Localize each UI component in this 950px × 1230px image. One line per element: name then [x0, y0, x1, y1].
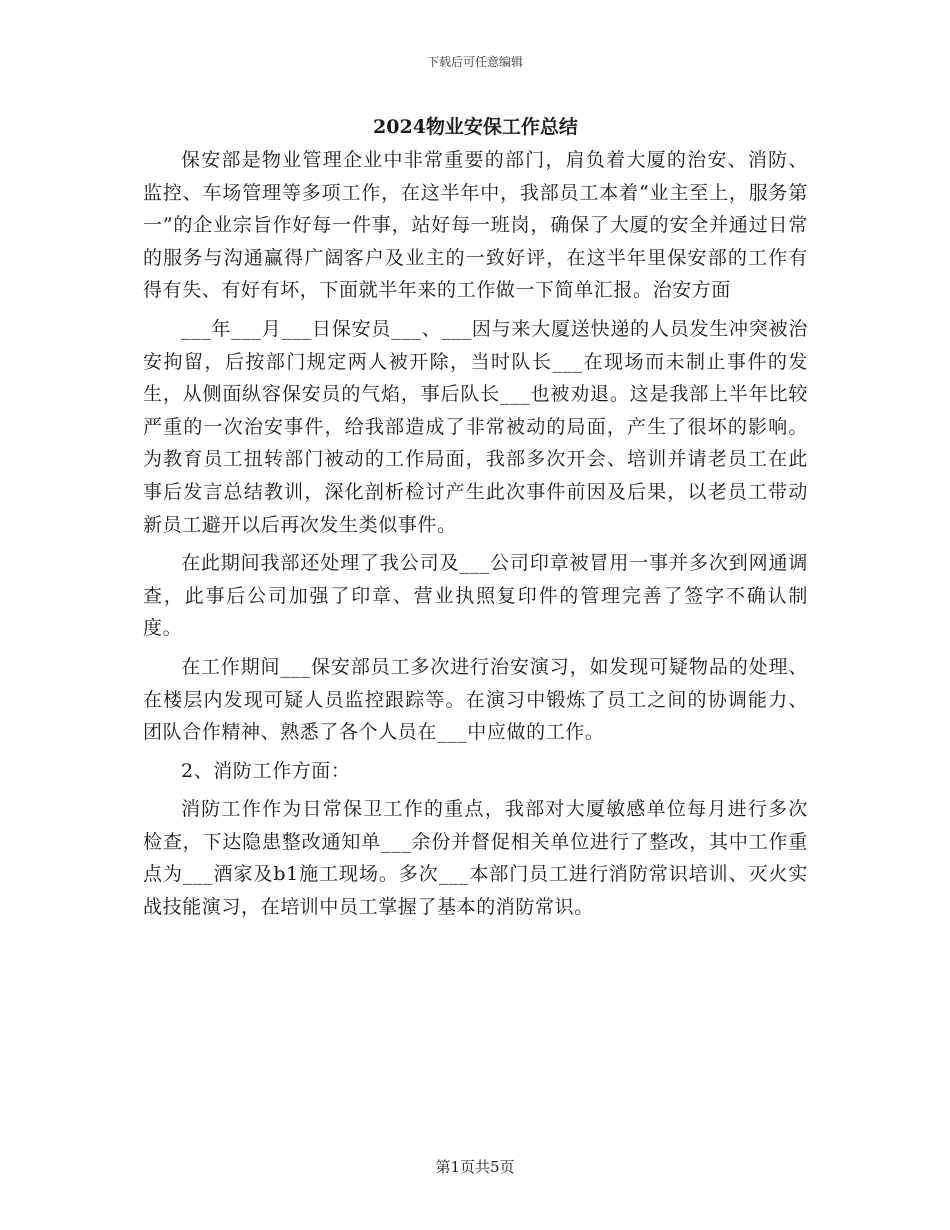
document-title: 2024物业安保工作总结 [373, 116, 578, 138]
section-heading-fire-safety: 2、消防工作方面： [181, 759, 351, 782]
paragraph-fire-safety: 消防工作作为日常保卫工作的重点，我部对大厦敏感单位每月进行多次检查，下达隐患整改通知单___余份并督促相关单位进行了整改，其中工作重点为___酒家及b1施工现场。多次___本部门员工进行消防常识培训、灭火实战技能演习，在培训中员工掌握了基本的消防常识。 [143, 798, 808, 919]
paragraph-seal-misuse: 在此期间我部还处理了我公司及___公司印章被冒用一事并多次到网通调查，此事后公司加强了印章、营业执照复印件的管理完善了签字不确认制度。 [143, 552, 808, 640]
document-body [143, 112, 808, 930]
paragraph-security-incident: ___年___月___日保安员___、___因与来大厦送快递的人员发生冲突被治安拘留，后按部门规定两人被开除，当时队长___在现场而未制止事件的发生，从侧面纵容保安员的气焰，事后队长___也被劝退。这是我部上半年比较严重的一次治安事件，给我部造成了非常被动的局面，产生了很坏的影响。为教育员工扭转部门被动的工作局面，我部多次开会、培训并请老员工在此事后发言总结教训，深化剖析检讨产生此次事件前因及后果，以老员工带动新员工避开以后再次发生类似事件。 [143, 317, 808, 536]
paragraph-security-drill: 在工作期间___保安部员工多次进行治安演习，如发现可疑物品的处理、在楼层内发现可疑人员监控跟踪等。在演习中锻炼了员工之间的协调能力、团队合作精神、熟悉了各个人员在___中应做的工作。 [143, 655, 808, 744]
page-header-note: 下载后可任意编辑 [426, 55, 523, 69]
page-number: 第1页共5页 [435, 1158, 515, 1176]
paragraph-intro: 保安部是物业管理企业中非常重要的部门，肩负着大厦的治安、消防、监控、车场管理等多项工作，在这半年中，我部员工本着“业主至上，服务第一”的企业宗旨作好每一件事，站好每一班岗，确保了大厦的安全并通过日常的服务与沟通赢得广阔客户及业主的一致好评，在这半年里保安部的工作有得有失、有好有坏，下面就半年来的工作做一下简单汇报。治安方面 [143, 149, 808, 302]
